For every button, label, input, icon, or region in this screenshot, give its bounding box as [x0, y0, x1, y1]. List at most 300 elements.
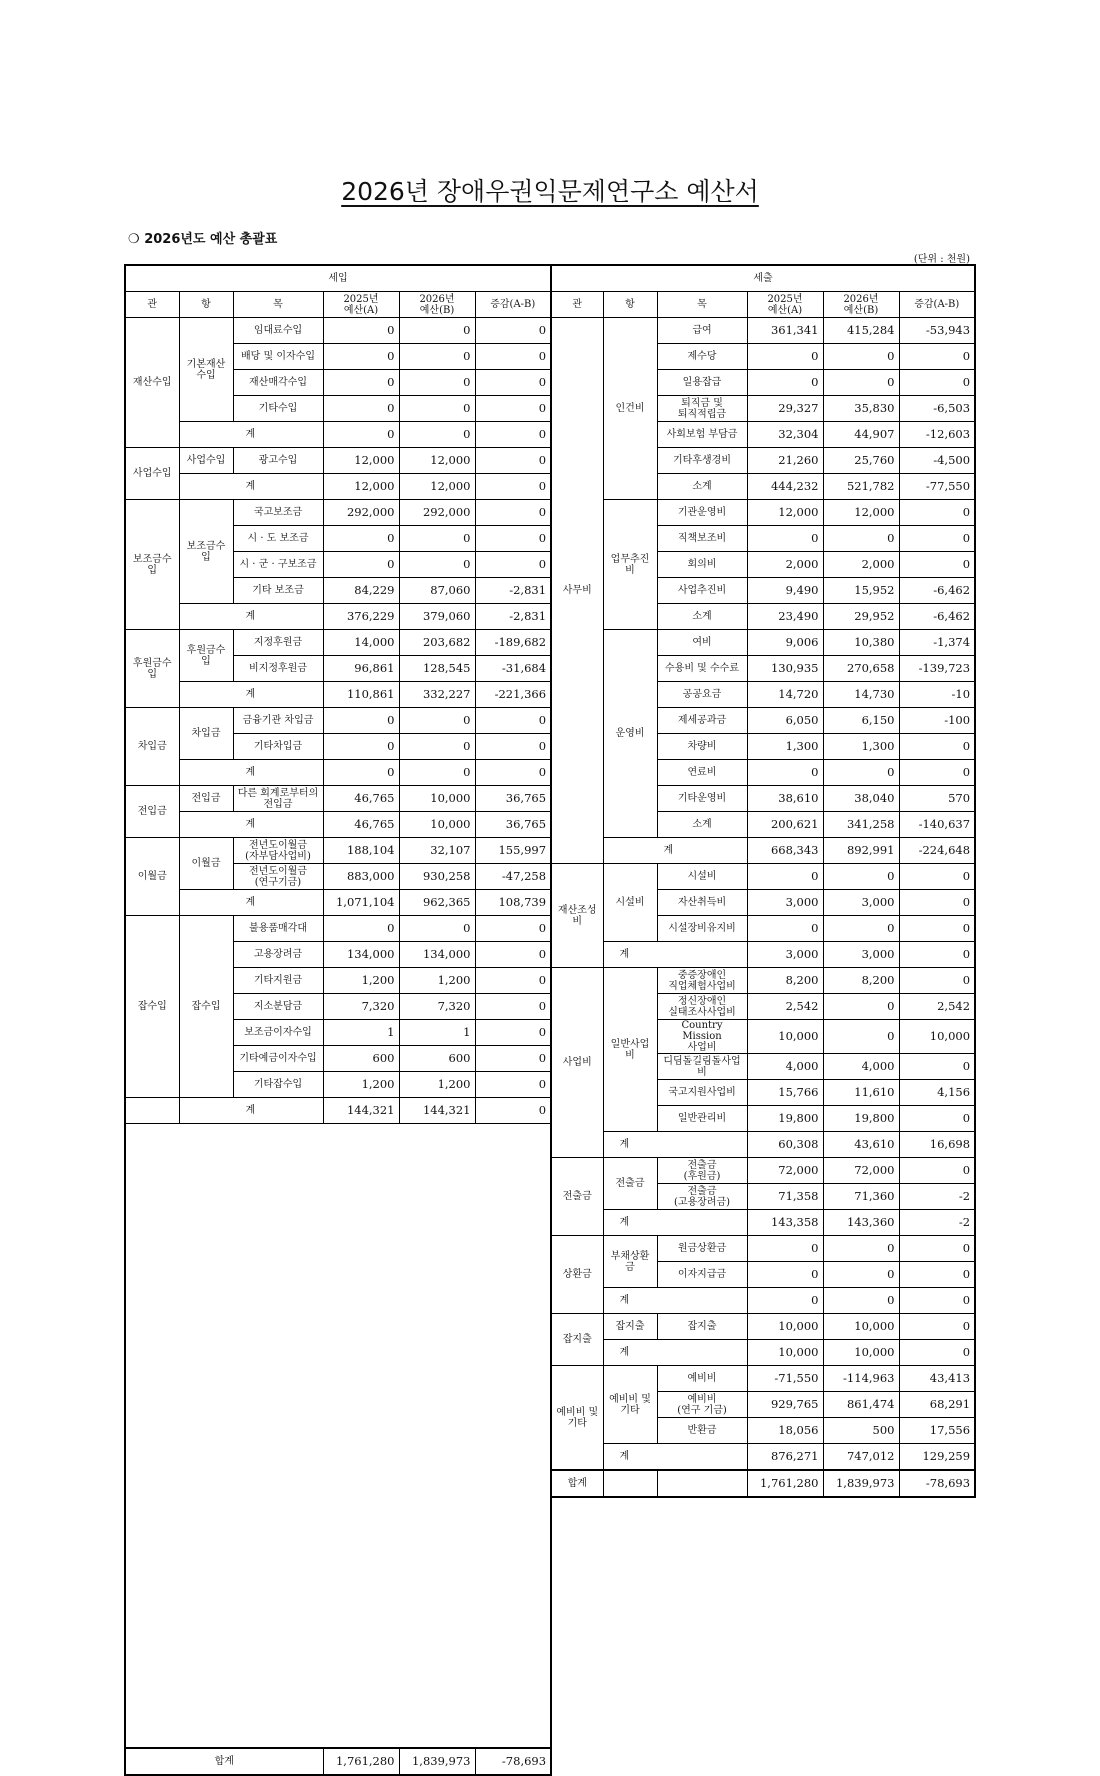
value-diff: -140,637 — [899, 812, 975, 838]
value-2026: 0 — [399, 734, 475, 760]
unit-label: (단위 : 천원) — [913, 254, 970, 265]
mok-cell: 전년도이월금 (연구기금) — [233, 864, 323, 890]
table-row — [551, 838, 975, 864]
value-2025: 1,300 — [747, 734, 823, 760]
value-2025: 46,765 — [323, 812, 399, 838]
table-row — [125, 786, 551, 812]
value-diff: 0 — [899, 1158, 975, 1184]
value-2026: 134,000 — [399, 942, 475, 968]
value-2025: 0 — [323, 916, 399, 942]
value-2025: 12,000 — [323, 474, 399, 500]
value-diff: 36,765 — [475, 812, 551, 838]
value-2025: 110,861 — [323, 682, 399, 708]
value-diff: -2 — [899, 1184, 975, 1210]
value-diff: 0 — [899, 1314, 975, 1340]
hang-cell: 부채상환금 — [603, 1236, 657, 1288]
mok-cell: 기타운영비 — [657, 786, 747, 812]
value-2026: 72,000 — [823, 1158, 899, 1184]
value-2026: 0 — [823, 760, 899, 786]
value-diff: 0 — [899, 864, 975, 890]
value-diff: 10,000 — [899, 1020, 975, 1054]
value-diff: 0 — [475, 734, 551, 760]
mok-cell: 기타수입 — [233, 396, 323, 422]
table-row — [125, 708, 551, 734]
value-2025: 15,766 — [747, 1080, 823, 1106]
value-diff: 16,698 — [899, 1132, 975, 1158]
value-2026: 8,200 — [823, 968, 899, 994]
expense-table — [550, 264, 976, 1498]
value-2026: 71,360 — [823, 1184, 899, 1210]
value-2026: 292,000 — [399, 500, 475, 526]
value-2026: 2,000 — [823, 552, 899, 578]
value-2025: 23,490 — [747, 604, 823, 630]
gwan-cell: 사업수입 — [125, 448, 179, 500]
value-diff: -31,684 — [475, 656, 551, 682]
value-2026: 44,907 — [823, 422, 899, 448]
mok-cell: 기관운영비 — [657, 500, 747, 526]
value-diff: -53,943 — [899, 318, 975, 344]
mok-cell: 여비 — [657, 630, 747, 656]
total-2026: 1,839,973 — [823, 1470, 899, 1497]
value-2025: 84,229 — [323, 578, 399, 604]
gwan-cell: 재산수입 — [125, 318, 179, 448]
hang-cell: 사업수입 — [179, 448, 233, 474]
value-2026: 0 — [399, 526, 475, 552]
value-2025: 0 — [747, 526, 823, 552]
mok-cell: 직책보조비 — [657, 526, 747, 552]
mok-cell: 제수당 — [657, 344, 747, 370]
value-diff: 0 — [475, 370, 551, 396]
value-diff: 0 — [899, 552, 975, 578]
gwan-cell: 재산조성비 — [551, 864, 603, 968]
value-2025: 0 — [747, 1288, 823, 1314]
table-row — [551, 1210, 975, 1236]
value-diff: 155,997 — [475, 838, 551, 864]
value-2026: 144,321 — [399, 1098, 475, 1124]
value-2026: 0 — [823, 1262, 899, 1288]
total-diff: -78,693 — [475, 1748, 551, 1775]
gwan-cell: 차입금 — [125, 708, 179, 786]
mok-cell: 시 · 도 보조금 — [233, 526, 323, 552]
mok-cell: 예비비 — [657, 1366, 747, 1392]
value-2026: 7,320 — [399, 994, 475, 1020]
value-2026: 270,658 — [823, 656, 899, 682]
value-2026: 0 — [823, 370, 899, 396]
value-2025: 10,000 — [747, 1020, 823, 1054]
subtotal-label: 계 — [603, 1340, 747, 1366]
mok-cell: 비지정후원금 — [233, 656, 323, 682]
value-2025: 0 — [323, 526, 399, 552]
table-row — [125, 474, 551, 500]
value-diff: 0 — [475, 760, 551, 786]
mok-cell: 반환금 — [657, 1418, 747, 1444]
value-2025: 361,341 — [747, 318, 823, 344]
value-2026: 341,258 — [823, 812, 899, 838]
value-diff: -12,603 — [899, 422, 975, 448]
table-row — [551, 942, 975, 968]
value-2026: 25,760 — [823, 448, 899, 474]
hang-cell: 일반사업비 — [603, 968, 657, 1132]
value-2026: 600 — [399, 1046, 475, 1072]
column-header: 관 — [551, 292, 603, 318]
table-row — [551, 1158, 975, 1184]
gwan-cell: 잡수입 — [125, 916, 179, 1098]
value-2026: 0 — [823, 916, 899, 942]
value-diff: -189,682 — [475, 630, 551, 656]
value-diff: 68,291 — [899, 1392, 975, 1418]
value-2025: 3,000 — [747, 942, 823, 968]
column-header: 2026년 예산(B) — [399, 292, 475, 318]
empty-cell — [603, 1470, 657, 1497]
column-header: 2026년 예산(B) — [823, 292, 899, 318]
value-2026: 128,545 — [399, 656, 475, 682]
mok-cell: 전년도이월금 (자부담사업비) — [233, 838, 323, 864]
mok-cell: 전출금 (후원금) — [657, 1158, 747, 1184]
value-2026: -114,963 — [823, 1366, 899, 1392]
table-row — [125, 1098, 551, 1124]
value-2025: 2,542 — [747, 994, 823, 1020]
subtotal-label: 계 — [179, 890, 323, 916]
mok-cell: 기타차입금 — [233, 734, 323, 760]
value-2025: 72,000 — [747, 1158, 823, 1184]
value-2025: 10,000 — [747, 1314, 823, 1340]
table-row — [551, 630, 975, 656]
value-2026: 14,730 — [823, 682, 899, 708]
value-2026: 10,000 — [823, 1314, 899, 1340]
value-2026: 962,365 — [399, 890, 475, 916]
mok-cell: 국고보조금 — [233, 500, 323, 526]
value-diff: -2,831 — [475, 604, 551, 630]
value-2026: 19,800 — [823, 1106, 899, 1132]
table-row — [125, 812, 551, 838]
value-diff: -6,462 — [899, 578, 975, 604]
subtotal-label: 계 — [603, 838, 747, 864]
value-2026: 12,000 — [823, 500, 899, 526]
total-label: 합계 — [551, 1470, 603, 1497]
value-2025: 929,765 — [747, 1392, 823, 1418]
section-header: 세입 — [125, 265, 551, 292]
table-row — [551, 318, 975, 344]
subtotal-label: 계 — [179, 474, 323, 500]
hang-cell: 운영비 — [603, 630, 657, 838]
column-header: 증감(A-B) — [475, 292, 551, 318]
value-diff: 0 — [475, 552, 551, 578]
hang-cell: 보조금수입 — [179, 500, 233, 604]
value-2026: 15,952 — [823, 578, 899, 604]
value-diff: 570 — [899, 786, 975, 812]
value-2025: 0 — [323, 552, 399, 578]
value-diff: -6,462 — [899, 604, 975, 630]
table-row — [125, 318, 551, 344]
value-2025: 71,358 — [747, 1184, 823, 1210]
mok-cell: 재산매각수입 — [233, 370, 323, 396]
total-2026: 1,839,973 — [399, 1748, 475, 1775]
subtotal-label: 계 — [603, 1210, 747, 1236]
value-2025: 3,000 — [747, 890, 823, 916]
gwan-cell: 전입금 — [125, 786, 179, 838]
value-2025: 9,490 — [747, 578, 823, 604]
gwan-cell: 예비비 및 기타 — [551, 1366, 603, 1471]
gwan-cell: 상환금 — [551, 1236, 603, 1314]
mok-cell: 회의비 — [657, 552, 747, 578]
subtotal-label: 계 — [603, 1288, 747, 1314]
value-2026: 35,830 — [823, 396, 899, 422]
value-diff: 0 — [475, 1072, 551, 1098]
value-diff: -2,831 — [475, 578, 551, 604]
value-diff: -10 — [899, 682, 975, 708]
value-2025: 134,000 — [323, 942, 399, 968]
value-2026: 3,000 — [823, 942, 899, 968]
value-2026: 0 — [399, 916, 475, 942]
value-diff: -47,258 — [475, 864, 551, 890]
value-2025: 444,232 — [747, 474, 823, 500]
value-2026: 0 — [823, 1020, 899, 1054]
value-2026: 892,991 — [823, 838, 899, 864]
mok-cell: 예비비 (연구 기금) — [657, 1392, 747, 1418]
mok-cell: 소계 — [657, 812, 747, 838]
value-diff: 0 — [475, 526, 551, 552]
total-diff: -78,693 — [899, 1470, 975, 1497]
hang-cell: 후원금수입 — [179, 630, 233, 682]
value-diff: 0 — [475, 916, 551, 942]
value-diff: 43,413 — [899, 1366, 975, 1392]
value-diff: 0 — [899, 344, 975, 370]
value-2025: 188,104 — [323, 838, 399, 864]
column-header: 증감(A-B) — [899, 292, 975, 318]
table-row — [125, 682, 551, 708]
value-2026: 0 — [399, 318, 475, 344]
table-row — [125, 838, 551, 864]
value-diff: -77,550 — [899, 474, 975, 500]
mok-cell: 사업추진비 — [657, 578, 747, 604]
hang-cell: 잡지출 — [603, 1314, 657, 1340]
value-diff: 2,542 — [899, 994, 975, 1020]
value-2026: 379,060 — [399, 604, 475, 630]
mok-cell: 시 · 군 · 구보조금 — [233, 552, 323, 578]
value-diff: 0 — [899, 942, 975, 968]
gwan-cell: 잡지출 — [551, 1314, 603, 1366]
value-2026: 10,000 — [823, 1340, 899, 1366]
value-2025: 10,000 — [747, 1340, 823, 1366]
income-table — [124, 264, 552, 1776]
value-2026: 0 — [399, 396, 475, 422]
value-2025: 1,200 — [323, 1072, 399, 1098]
subtotal-label: 계 — [179, 1098, 323, 1124]
value-diff: 17,556 — [899, 1418, 975, 1444]
value-diff: 0 — [475, 422, 551, 448]
table-row — [125, 604, 551, 630]
mok-cell: 소계 — [657, 474, 747, 500]
mok-cell: 기타후생경비 — [657, 448, 747, 474]
value-2026: 29,952 — [823, 604, 899, 630]
value-2026: 0 — [823, 864, 899, 890]
value-2026: 6,150 — [823, 708, 899, 734]
value-2025: 4,000 — [747, 1054, 823, 1080]
value-2025: 0 — [747, 916, 823, 942]
value-2025: 292,000 — [323, 500, 399, 526]
mok-cell: 전출금 (고용장려금) — [657, 1184, 747, 1210]
value-2026: 203,682 — [399, 630, 475, 656]
mok-cell: 국고지원사업비 — [657, 1080, 747, 1106]
value-2026: 0 — [399, 760, 475, 786]
mok-cell: 금융기관 차입금 — [233, 708, 323, 734]
document-title: 2026년 장애우권익문제연구소 예산서 — [341, 177, 759, 206]
value-diff: 0 — [899, 1262, 975, 1288]
value-2026: 12,000 — [399, 448, 475, 474]
hang-cell: 인건비 — [603, 318, 657, 500]
value-2025: 29,327 — [747, 396, 823, 422]
value-2026: 0 — [399, 370, 475, 396]
value-2026: 861,474 — [823, 1392, 899, 1418]
value-2026: 0 — [399, 708, 475, 734]
value-2026: 32,107 — [399, 838, 475, 864]
value-2025: 1,071,104 — [323, 890, 399, 916]
empty-area — [125, 1124, 551, 1749]
table-row — [551, 1366, 975, 1392]
gwan-cell: 사업비 — [551, 968, 603, 1158]
value-2025: 0 — [323, 344, 399, 370]
mok-cell: 차량비 — [657, 734, 747, 760]
hang-cell: 차입금 — [179, 708, 233, 760]
gwan-cell: 보조금수입 — [125, 500, 179, 630]
value-2026: 500 — [823, 1418, 899, 1444]
column-header: 목 — [233, 292, 323, 318]
mok-cell: 시설장비유지비 — [657, 916, 747, 942]
value-2025: 12,000 — [323, 448, 399, 474]
hang-cell: 이월금 — [179, 838, 233, 890]
value-diff: 0 — [475, 1046, 551, 1072]
value-2025: 0 — [747, 1236, 823, 1262]
table-row — [125, 760, 551, 786]
table-row — [125, 448, 551, 474]
value-2026: 332,227 — [399, 682, 475, 708]
value-diff: -139,723 — [899, 656, 975, 682]
mok-cell: 지소분담금 — [233, 994, 323, 1020]
subtotal-label: 계 — [179, 760, 323, 786]
mok-cell: 수용비 및 수수료 — [657, 656, 747, 682]
value-2026: 10,000 — [399, 812, 475, 838]
value-2025: 0 — [323, 318, 399, 344]
mok-cell: 급여 — [657, 318, 747, 344]
value-2026: 43,610 — [823, 1132, 899, 1158]
value-2026: 143,360 — [823, 1210, 899, 1236]
mok-cell: 퇴직금 및 퇴직적립금 — [657, 396, 747, 422]
value-2025: -71,550 — [747, 1366, 823, 1392]
value-diff: 0 — [475, 500, 551, 526]
value-2026: 0 — [399, 552, 475, 578]
subtotal-label: 계 — [603, 942, 747, 968]
column-header: 목 — [657, 292, 747, 318]
table-row — [125, 916, 551, 942]
value-diff: -100 — [899, 708, 975, 734]
table-row — [125, 630, 551, 656]
column-header: 2025년 예산(A) — [323, 292, 399, 318]
mok-cell: 기타지원금 — [233, 968, 323, 994]
value-diff: 0 — [899, 1288, 975, 1314]
value-2026: 1,200 — [399, 968, 475, 994]
value-diff: 0 — [475, 344, 551, 370]
value-diff: 0 — [475, 474, 551, 500]
mok-cell: 사회보험 부담금 — [657, 422, 747, 448]
value-diff: -2 — [899, 1210, 975, 1236]
value-2026: 0 — [823, 526, 899, 552]
value-2025: 0 — [747, 1262, 823, 1288]
value-2025: 130,935 — [747, 656, 823, 682]
value-diff: -6,503 — [899, 396, 975, 422]
mok-cell: 기타잡수입 — [233, 1072, 323, 1098]
value-2026: 12,000 — [399, 474, 475, 500]
hang-cell: 기본재산 수입 — [179, 318, 233, 422]
table-row — [551, 968, 975, 994]
value-diff: 0 — [899, 916, 975, 942]
table-row — [125, 422, 551, 448]
value-2026: 3,000 — [823, 890, 899, 916]
value-2025: 876,271 — [747, 1444, 823, 1471]
gwan-cell: 후원금수입 — [125, 630, 179, 708]
mok-cell: 고용장려금 — [233, 942, 323, 968]
value-diff: 0 — [475, 994, 551, 1020]
column-header: 항 — [179, 292, 233, 318]
mok-cell: 기타예금이자수입 — [233, 1046, 323, 1072]
mok-cell: 시설비 — [657, 864, 747, 890]
section-header: 세출 — [551, 265, 975, 292]
value-diff: 0 — [475, 968, 551, 994]
value-diff: -1,374 — [899, 630, 975, 656]
value-2025: 0 — [323, 422, 399, 448]
mok-cell: 정신장애인 실태조사사업비 — [657, 994, 747, 1020]
value-diff: 0 — [475, 318, 551, 344]
value-2026: 1,200 — [399, 1072, 475, 1098]
value-2026: 1 — [399, 1020, 475, 1046]
value-2025: 668,343 — [747, 838, 823, 864]
section-subtitle: ❍ 2026년도 예산 총괄표 — [128, 232, 278, 247]
mok-cell: 공공요금 — [657, 682, 747, 708]
mok-cell: 중증장애인 직업체험사업비 — [657, 968, 747, 994]
table-row — [551, 1444, 975, 1471]
mok-cell: 배당 및 이자수입 — [233, 344, 323, 370]
value-diff: 0 — [899, 760, 975, 786]
value-2025: 8,200 — [747, 968, 823, 994]
value-2025: 6,050 — [747, 708, 823, 734]
value-2026: 747,012 — [823, 1444, 899, 1471]
value-diff: 0 — [899, 1106, 975, 1132]
value-2025: 60,308 — [747, 1132, 823, 1158]
value-2025: 0 — [323, 734, 399, 760]
value-2026: 38,040 — [823, 786, 899, 812]
value-2025: 21,260 — [747, 448, 823, 474]
value-diff: 0 — [899, 500, 975, 526]
hang-cell: 업무추진비 — [603, 500, 657, 630]
mok-cell: 다른 회계로부터의 전입금 — [233, 786, 323, 812]
value-2025: 2,000 — [747, 552, 823, 578]
value-2026: 0 — [823, 344, 899, 370]
value-2025: 0 — [323, 396, 399, 422]
subtotal-label: 계 — [179, 812, 323, 838]
value-2025: 14,000 — [323, 630, 399, 656]
value-2026: 415,284 — [823, 318, 899, 344]
total-2025: 1,761,280 — [323, 1748, 399, 1775]
value-2025: 0 — [747, 864, 823, 890]
table-row — [125, 500, 551, 526]
mok-cell: 잡지출 — [657, 1314, 747, 1340]
gwan-cell: 사무비 — [551, 318, 603, 864]
hang-cell: 전출금 — [603, 1158, 657, 1210]
mok-cell: 원금상환금 — [657, 1236, 747, 1262]
empty-cell — [125, 1098, 179, 1124]
value-2025: 96,861 — [323, 656, 399, 682]
mok-cell: Country Mission 사업비 — [657, 1020, 747, 1054]
mok-cell: 광고수입 — [233, 448, 323, 474]
